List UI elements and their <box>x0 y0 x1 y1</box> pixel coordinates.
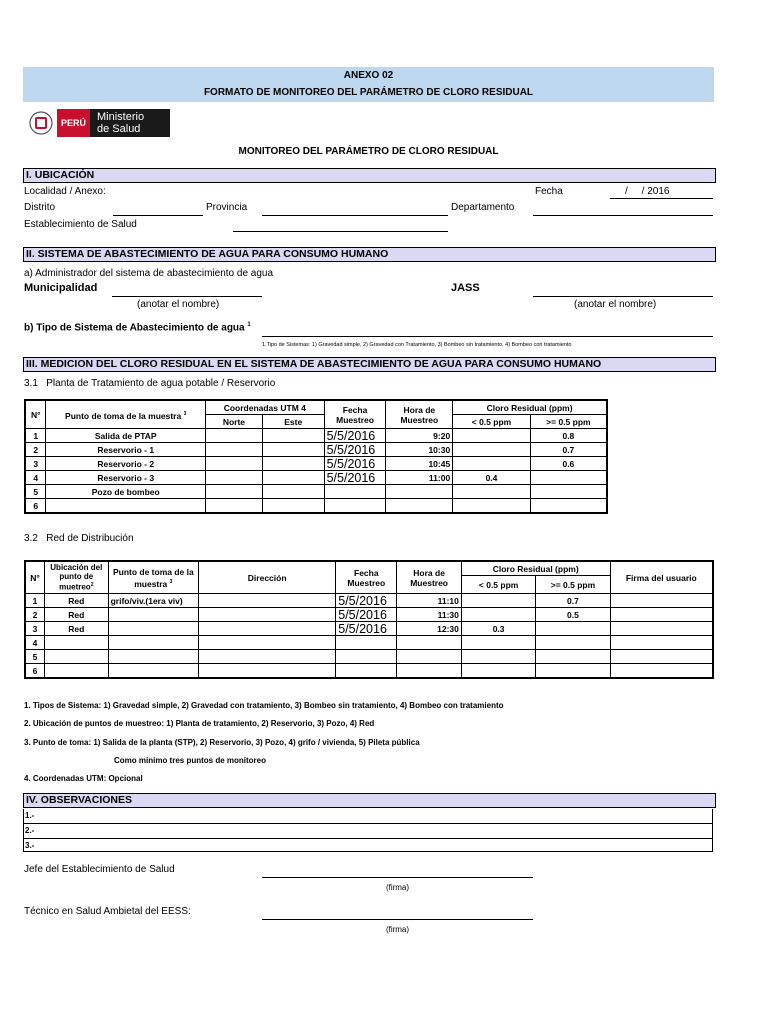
t1-cell-este[interactable] <box>262 471 324 485</box>
t1-cell-hora[interactable]: 9:20 <box>386 429 453 443</box>
t2-cell-direccion[interactable] <box>199 650 336 664</box>
logo-ministry-line1: Ministerio <box>97 111 145 123</box>
t2-cell-ge[interactable] <box>536 664 610 679</box>
t1-cell-este[interactable] <box>262 429 324 443</box>
t2-cell-n: 1 <box>25 594 44 608</box>
t2-cell-fecha[interactable] <box>336 650 397 664</box>
localidad-label: Localidad / Anexo: <box>24 186 106 197</box>
t2-cell-fecha[interactable] <box>336 636 397 650</box>
table-row <box>25 608 713 622</box>
distrito-label: Distrito <box>24 202 56 213</box>
table-red <box>24 560 714 679</box>
t1-cell-este[interactable] <box>262 499 324 514</box>
t2-cell-ubic[interactable] <box>44 664 108 679</box>
distrito-line[interactable] <box>113 215 203 216</box>
t1-cell-n: 2 <box>25 443 46 457</box>
t2-cell-ge[interactable] <box>536 622 610 636</box>
t1-cell-fecha[interactable]: 5/5/2016 <box>324 429 386 443</box>
t2-cell-lt[interactable] <box>461 650 536 664</box>
provincia-line[interactable] <box>262 215 448 216</box>
t1-cell-fecha[interactable]: 5/5/2016 <box>324 443 386 457</box>
t1-cell-norte[interactable] <box>206 443 263 457</box>
t2-cell-fecha[interactable]: 5/5/2016 <box>336 594 397 608</box>
municipalidad-line[interactable] <box>112 296 262 297</box>
t2-cell-ge[interactable]: 0.5 <box>536 608 610 622</box>
t1-cell-ge[interactable] <box>530 485 607 499</box>
t1-cell-fecha[interactable]: 5/5/2016 <box>324 471 386 485</box>
note-4: 4. Coordenadas UTM: Opcional <box>24 774 143 783</box>
t2-cell-fecha[interactable]: 5/5/2016 <box>336 608 397 622</box>
t1-cell-n: 1 <box>25 429 46 443</box>
t1-cell-ge[interactable]: 0.8 <box>530 429 607 443</box>
t2-header-punto: Punto de toma de la muestra $^3$ <box>108 561 198 594</box>
t1-cell-punto[interactable]: Reservorio - 3 <box>46 471 206 485</box>
t1-cell-punto[interactable]: Salida de PTAP <box>46 429 206 443</box>
t2-cell-n: 3 <box>25 622 44 636</box>
t2-cell-direccion[interactable] <box>199 608 336 622</box>
t1-header-utm: Coordenadas UTM 4 <box>206 400 325 415</box>
table-row <box>25 594 713 608</box>
fecha-label: Fecha <box>535 186 563 197</box>
t1-cell-ge[interactable] <box>530 471 607 485</box>
t2-cell-lt[interactable] <box>461 636 536 650</box>
t1-cell-lt[interactable] <box>453 499 531 514</box>
t2-header-direccion: Dirección <box>199 561 336 594</box>
t2-cell-punto[interactable]: grifo/viv.(1era viv) <box>108 594 198 608</box>
format-title: FORMATO DE MONITOREO DEL PARÁMETRO DE CLORO RESIDUAL <box>203 87 534 98</box>
table-planta <box>24 399 608 514</box>
t2-header-firma: Firma del usuario <box>610 561 713 594</box>
t1-header-ge: >= 0.5 ppm <box>530 415 607 429</box>
t1-cell-punto[interactable]: Reservorio - 2 <box>46 457 206 471</box>
table-row <box>25 429 607 443</box>
t2-header-lt: < 0.5 ppm <box>461 576 536 594</box>
tecnico-label: Técnico en Salud Ambietal del EESS: <box>24 906 191 917</box>
t2-cell-firma[interactable] <box>610 664 713 679</box>
t1-cell-hora[interactable]: 11:00 <box>386 471 453 485</box>
obs-row-3[interactable]: 3.- <box>25 841 35 850</box>
t1-cell-norte[interactable] <box>206 457 263 471</box>
t1-cell-ge[interactable] <box>530 499 607 514</box>
t1-cell-fecha[interactable]: 5/5/2016 <box>324 457 386 471</box>
t2-header-n: N° <box>25 561 44 594</box>
t1-cell-hora[interactable]: 10:45 <box>386 457 453 471</box>
table-row <box>25 650 713 664</box>
doc-title: MONITOREO DEL PARÁMETRO DE CLORO RESIDUAL <box>238 146 499 157</box>
t2-cell-punto[interactable] <box>108 650 198 664</box>
tipo-label: b) Tipo de Sistema de Abastecimiento de agua $^1$ <box>24 322 251 334</box>
t1-cell-punto[interactable]: Pozo de bombeo <box>46 485 206 499</box>
t2-cell-punto[interactable] <box>108 622 198 636</box>
t2-cell-hora[interactable] <box>397 636 461 650</box>
t1-header-lt: < 0.5 ppm <box>453 415 531 429</box>
obs-row-1[interactable]: 1.- <box>24 809 712 824</box>
t1-cell-este[interactable] <box>262 485 324 499</box>
municipalidad-label: Municipalidad <box>24 282 98 294</box>
t2-cell-ge[interactable] <box>536 650 610 664</box>
t1-header-hora: Hora de Muestreo <box>386 400 453 429</box>
note-1: 1. Tipos de Sistema: 1) Gravedad simple, 2) Gravedad con tratamiento, 3) Bombeo sin tratamiento, 4) Bombeo con tratamiento <box>24 701 504 710</box>
fecha-line <box>610 198 713 199</box>
t2-cell-hora[interactable]: 11:30 <box>397 608 461 622</box>
t1-cell-hora[interactable] <box>386 485 453 499</box>
t1-cell-lt[interactable] <box>453 485 531 499</box>
t2-cell-ubic[interactable] <box>44 636 108 650</box>
observaciones-box <box>23 809 713 852</box>
t2-header-ubic: Ubicación del punto de muetreo$^2$ <box>44 561 108 594</box>
jefe-label: Jefe del Establecimiento de Salud <box>24 864 175 875</box>
table-row <box>25 471 607 485</box>
t2-header-fecha: Fecha Muestreo <box>336 561 397 594</box>
table-row <box>25 636 713 650</box>
t2-cell-punto[interactable] <box>108 664 198 679</box>
t1-cell-ge[interactable]: 0.6 <box>530 457 607 471</box>
t2-cell-lt[interactable] <box>461 664 536 679</box>
t2-header-ge: >= 0.5 ppm <box>536 576 610 594</box>
t1-cell-n: 4 <box>25 471 46 485</box>
t2-cell-firma[interactable] <box>610 636 713 650</box>
anotar-nombre-1: (anotar el nombre) <box>137 299 220 310</box>
t2-cell-direccion[interactable] <box>199 664 336 679</box>
t2-cell-n: 5 <box>25 650 44 664</box>
t1-cell-lt[interactable] <box>453 457 531 471</box>
tipo-line[interactable] <box>262 336 713 337</box>
t2-cell-n: 4 <box>25 636 44 650</box>
t2-cell-direccion[interactable] <box>199 622 336 636</box>
t1-cell-ge[interactable]: 0.7 <box>530 443 607 457</box>
section-ubicacion: I. UBICACIÓN <box>23 168 716 183</box>
t2-cell-lt[interactable] <box>461 594 536 608</box>
table-row <box>25 443 607 457</box>
t2-cell-hora[interactable]: 11:10 <box>397 594 461 608</box>
t1-cell-este[interactable] <box>262 443 324 457</box>
t2-cell-punto[interactable] <box>108 608 198 622</box>
table-row <box>25 485 607 499</box>
t1-cell-hora[interactable] <box>386 499 453 514</box>
t1-cell-fecha[interactable] <box>324 499 386 514</box>
t1-cell-norte[interactable] <box>206 485 263 499</box>
t1-header-n: N° <box>25 400 46 429</box>
t1-header-fecha: Fecha Muestreo <box>324 400 386 429</box>
admin-label: a) Administrador del sistema de abastecimiento de agua <box>24 268 274 279</box>
section-medicion: III. MEDICION DEL CLORO RESIDUAL EN EL SISTEMA DE ABASTECIMIENTO DE AGUA PARA CONSUMO HUMANO <box>23 357 716 372</box>
t1-cell-fecha[interactable] <box>324 485 386 499</box>
t1-cell-n: 6 <box>25 499 46 514</box>
jass-label: JASS <box>451 282 480 294</box>
t2-cell-firma[interactable] <box>610 608 713 622</box>
t2-cell-lt[interactable]: 0.3 <box>461 622 536 636</box>
table-row <box>25 622 713 636</box>
section-observaciones: IV. OBSERVACIONES <box>23 793 716 808</box>
t1-cell-lt[interactable] <box>453 429 531 443</box>
t1-cell-norte[interactable] <box>206 499 263 514</box>
provincia-label: Provincia <box>206 202 248 213</box>
table-row <box>25 457 607 471</box>
t2-cell-punto[interactable] <box>108 636 198 650</box>
ministry-logo <box>25 107 170 139</box>
t1-cell-lt[interactable] <box>453 443 531 457</box>
t2-cell-ubic[interactable]: Red <box>44 622 108 636</box>
t1-cell-norte[interactable] <box>206 471 263 485</box>
t2-cell-hora[interactable] <box>397 664 461 679</box>
t1-cell-n: 3 <box>25 457 46 471</box>
t2-cell-ubic[interactable]: Red <box>44 594 108 608</box>
fecha-value[interactable]: / / 2016 <box>625 186 670 197</box>
t2-header-hora: Hora de Muestreo <box>397 561 461 594</box>
establecimiento-line[interactable] <box>233 231 448 232</box>
t2-cell-lt[interactable] <box>461 608 536 622</box>
t1-header-norte: Norte <box>206 415 263 429</box>
table-row <box>25 499 607 514</box>
tipo-note: 1.Tipo de Sistemas: 1) Gravedad simple, 2) Gravedad con Tratamiento, 3) Bombeo sin tratamiento, 4) Bombeo con tratamiento <box>262 342 572 348</box>
t2-cell-hora[interactable]: 12:30 <box>397 622 461 636</box>
t2-header-cloro: Cloro Residual (ppm) <box>461 561 610 576</box>
obs-row-2[interactable]: 2.- <box>24 824 712 839</box>
annex-label: ANEXO 02 <box>343 70 394 81</box>
logo-country: PERÚ <box>61 118 87 128</box>
sub-planta: 3.1 Planta de Tratamiento de agua potable / Reservorio <box>24 378 276 389</box>
departamento-line[interactable] <box>533 215 713 216</box>
t1-header-punto: Punto de toma de la muestra $^3$ <box>46 400 206 429</box>
firma-2: (firma) <box>385 925 410 934</box>
t2-cell-firma[interactable] <box>610 622 713 636</box>
sub-red: 3.2 Red de Distribución <box>24 533 134 544</box>
note-3: 3. Punto de toma: 1) Salida de la planta (STP), 2) Reservorio, 3) Pozo, 4) grifo / vivienda, 5) Pileta pública <box>24 738 420 747</box>
t2-cell-hora[interactable] <box>397 650 461 664</box>
logo-ministry-line2: de Salud <box>97 123 141 135</box>
t1-cell-lt[interactable]: 0.4 <box>453 471 531 485</box>
t2-cell-direccion[interactable] <box>199 594 336 608</box>
t2-cell-fecha[interactable] <box>336 664 397 679</box>
t2-cell-ubic[interactable] <box>44 650 108 664</box>
t1-cell-norte[interactable] <box>206 429 263 443</box>
anotar-nombre-2: (anotar el nombre) <box>574 299 657 310</box>
t2-cell-n: 6 <box>25 664 44 679</box>
t2-cell-fecha[interactable]: 5/5/2016 <box>336 622 397 636</box>
firma-1: (firma) <box>385 883 410 892</box>
t2-cell-firma[interactable] <box>610 594 713 608</box>
section-sistema: II. SISTEMA DE ABASTECIMIENTO DE AGUA PARA CONSUMO HUMANO <box>23 247 716 262</box>
t2-cell-n: 2 <box>25 608 44 622</box>
departamento-label: Departamento <box>451 202 515 213</box>
table-row <box>25 664 713 679</box>
t2-cell-firma[interactable] <box>610 650 713 664</box>
t1-cell-punto[interactable]: Reservorio - 1 <box>46 443 206 457</box>
t1-cell-hora[interactable]: 10:30 <box>386 443 453 457</box>
t2-cell-ubic[interactable]: Red <box>44 608 108 622</box>
establecimiento-label: Establecimiento de Salud <box>24 219 137 230</box>
t2-cell-ge[interactable] <box>536 636 610 650</box>
t1-header-cloro: Cloro Residual (ppm) <box>453 400 607 415</box>
t1-cell-este[interactable] <box>262 457 324 471</box>
tecnico-signature-line[interactable] <box>262 919 533 920</box>
t2-cell-ge[interactable]: 0.7 <box>536 594 610 608</box>
note-3b: Como mínimo tres puntos de monitoreo <box>114 756 267 765</box>
t1-header-este: Este <box>262 415 324 429</box>
jefe-signature-line[interactable] <box>262 877 533 878</box>
t1-cell-punto[interactable] <box>46 499 206 514</box>
jass-line[interactable] <box>533 296 713 297</box>
t1-cell-n: 5 <box>25 485 46 499</box>
note-2: 2. Ubicación de puntos de muestreo: 1) Planta de tratamiento, 2) Reservorio, 3) Pozo, 4) Red <box>24 719 375 728</box>
t2-cell-direccion[interactable] <box>199 636 336 650</box>
